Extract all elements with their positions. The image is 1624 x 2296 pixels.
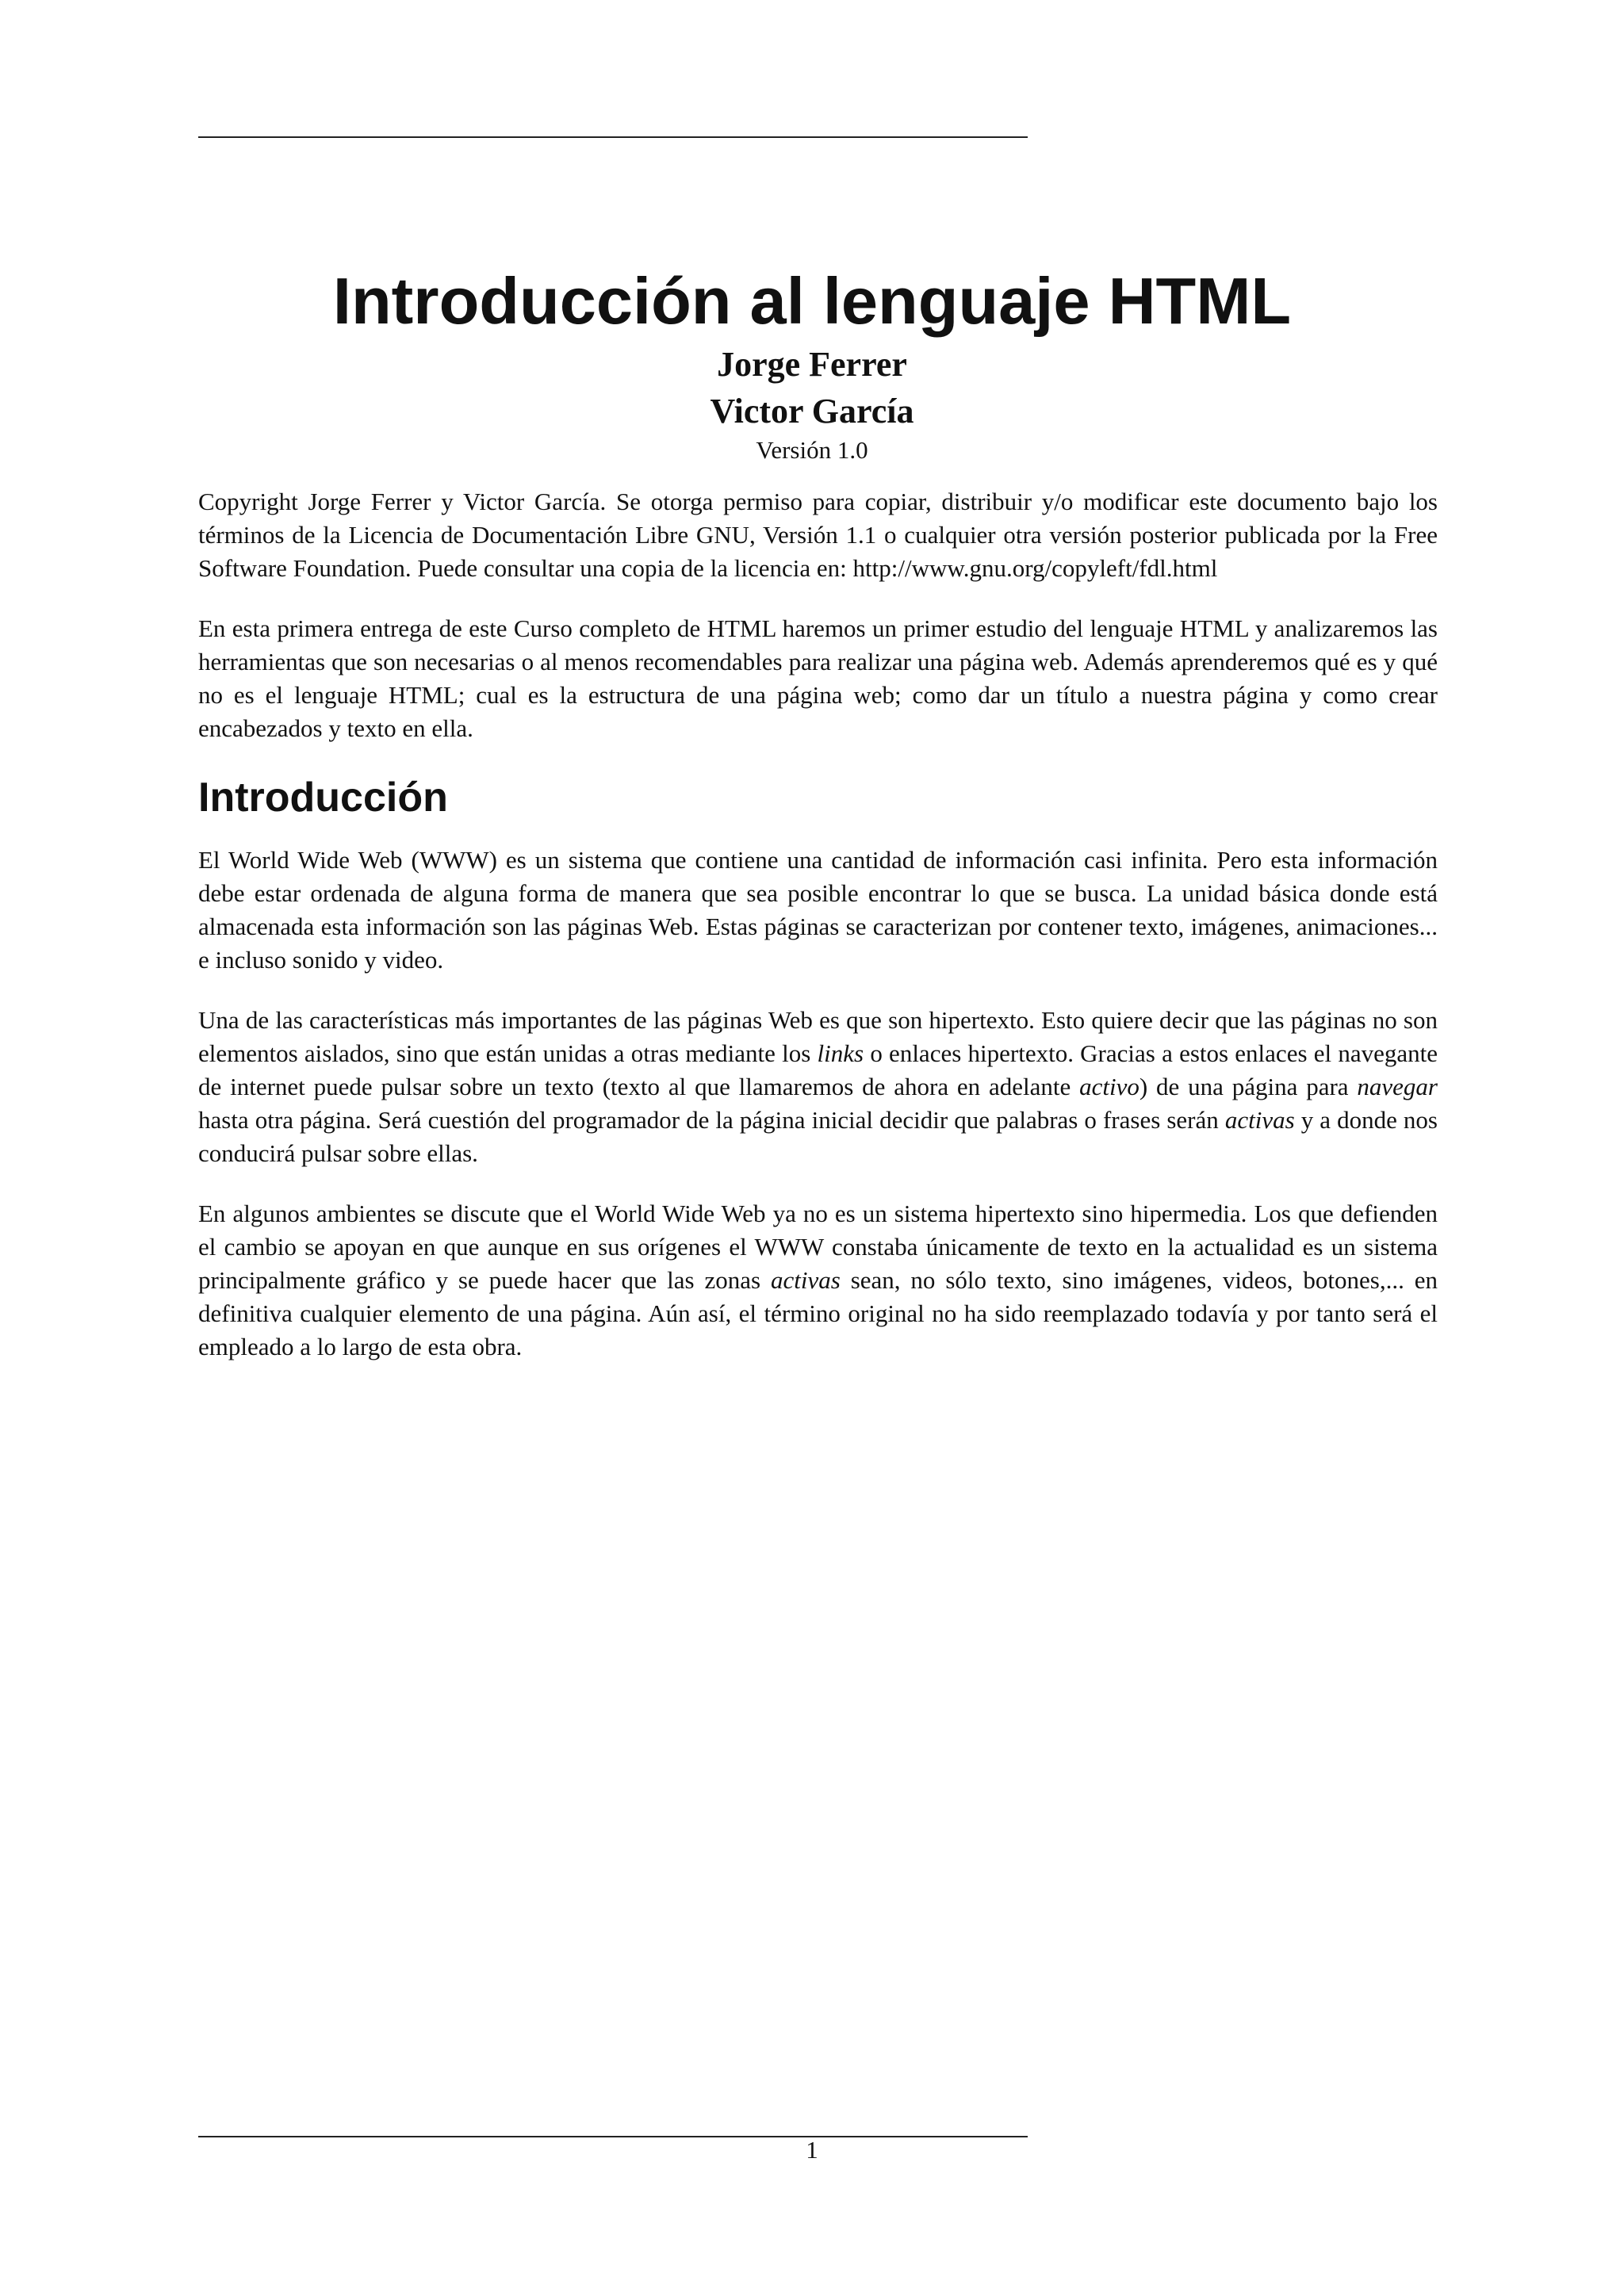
emphasized-term: activas	[771, 1266, 841, 1294]
text-run: Una de las características más importantes de las páginas Web es que son hipertexto. Esto quiere decir que las páginas no son elementos aislados, sino que están unidas a otras mediante los	[198, 1006, 1438, 1067]
header-rule	[198, 136, 1028, 138]
document-title: Introducción al lenguaje HTML	[332, 264, 1292, 338]
text-run: En algunos ambientes se discute que el World Wide Web ya no es un sistema hipertexto sino hipermedia. Los que defienden el cambio se apoyan en que aunque en sus orígenes el WWW constaba únicamente de texto en la actualidad es un sistema principalmente gráfico y se puede hacer que las zonas	[198, 1200, 1438, 1294]
emphasized-term: activas	[1224, 1106, 1295, 1134]
author-name: Victor García	[710, 392, 914, 430]
emphasized-term: activo	[1079, 1073, 1139, 1100]
author-name: Jorge Ferrer	[717, 345, 907, 384]
body-paragraph	[198, 1197, 1438, 1364]
text-run: o enlaces hipertexto. Gracias a estos enlaces el navegante de internet puede pulsar sobre un texto (texto al que llamaremos de ahora en adelante	[198, 1039, 1438, 1100]
body-paragraph: El World Wide Web (WWW) es un sistema que contiene una cantidad de información casi infinita. Pero esta información debe estar ordenada de alguna forma de manera que sea posible encontrar lo que se busca. La unidad básica donde está almacenada esta información son las páginas Web. Estas páginas se caracterizan por contener texto, imágenes, animaciones... e incluso sonido y video.	[198, 846, 1438, 974]
version-label: Versión 1.0	[756, 436, 868, 464]
page-number: 1	[806, 2136, 818, 2164]
title-block	[0, 262, 1624, 466]
text-run: y a donde nos conducirá pulsar sobre ellas.	[198, 1106, 1438, 1167]
section-heading: Introducción	[198, 775, 448, 821]
emphasized-term: navegar	[1357, 1073, 1438, 1100]
intro-paragraph: En esta primera entrega de este Curso completo de HTML haremos un primer estudio del lenguaje HTML y analizaremos las herramientas que son necesarias o al menos recomendables para realizar una página web. Además aprenderemos qué es y qué no es el lenguaje HTML; cual es la estructura de una página web; como dar un título a nuestra página y como crear encabezados y texto en ella.	[198, 614, 1438, 742]
document-body	[198, 485, 1438, 1391]
body-paragraph	[198, 1004, 1438, 1170]
copyright-notice: Copyright Jorge Ferrer y Victor García. Se otorga permiso para copiar, distribuir y/o modificar este documento bajo los términos de la Licencia de Documentación Libre GNU, Versión 1.1 o cualquier otra versión posterior publicada por la Free Software Foundation. Puede consultar una copia de la licencia en: http://www.gnu.org/copyleft/fdl.html	[198, 488, 1438, 582]
emphasized-term: links	[817, 1039, 864, 1067]
text-run: sean, no sólo texto, sino imágenes, videos, botones,... en definitiva cualquier elemento de una página. Aún así, el término original no ha sido reemplazado todavía y por tanto será el empleado a lo largo de esta obra.	[198, 1266, 1438, 1360]
text-run: ) de una página para	[1139, 1073, 1358, 1100]
text-run: hasta otra página. Será cuestión del programador de la página inicial decidir que palabras o frases serán	[198, 1106, 1225, 1134]
